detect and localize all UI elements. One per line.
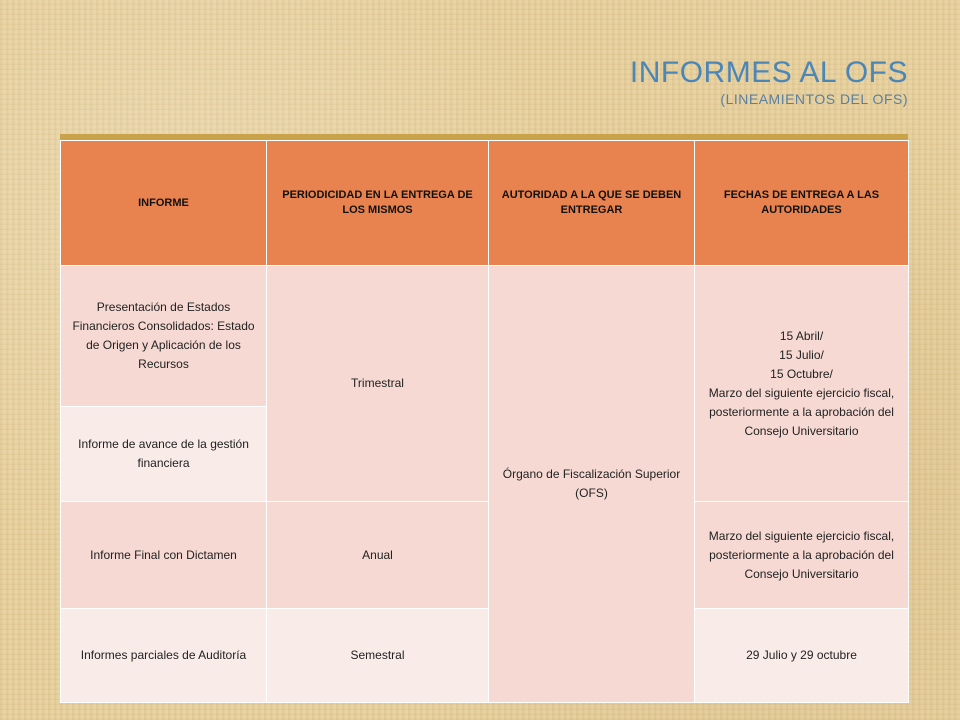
cell-fechas-trimestral bbox=[695, 266, 909, 502]
cell-informe: Informe de avance de la gestión financiera bbox=[61, 407, 267, 502]
column-header-informe: INFORME bbox=[61, 141, 267, 266]
cell-periodicidad: Semestral bbox=[267, 609, 489, 703]
cell-informe: Presentación de Estados Financieros Consolidados: Estado de Origen y Aplicación de los Recursos bbox=[61, 266, 267, 407]
cell-periodicidad: Anual bbox=[267, 502, 489, 609]
fecha-line: 15 Abril/ bbox=[779, 328, 824, 343]
cell-periodicidad-trimestral: Trimestral bbox=[267, 266, 489, 502]
cell-autoridad: Órgano de Fiscalización Superior (OFS) bbox=[489, 266, 695, 703]
table-header-row bbox=[61, 141, 909, 266]
column-header-fechas: FECHAS DE ENTREGA A LAS AUTORIDADES bbox=[695, 141, 909, 266]
column-header-autoridad: AUTORIDAD A LA QUE SE DEBEN ENTREGAR bbox=[489, 141, 695, 266]
reports-table bbox=[60, 140, 909, 703]
cell-informe: Informes parciales de Auditoría bbox=[61, 609, 267, 703]
column-header-periodicidad: PERIODICIDAD EN LA ENTREGA DE LOS MISMOS bbox=[267, 141, 489, 266]
table-row bbox=[61, 609, 909, 703]
fecha-line: Marzo del siguiente ejercicio fiscal, posteriormente a la aprobación del Consejo Universitario bbox=[708, 385, 895, 438]
title-block bbox=[630, 56, 908, 108]
cell-informe: Informe Final con Dictamen bbox=[61, 502, 267, 609]
table-row bbox=[61, 266, 909, 407]
fecha-line: 15 Julio/ bbox=[779, 347, 824, 362]
cell-fechas: 29 Julio y 29 octubre bbox=[695, 609, 909, 703]
page-subtitle: (LINEAMIENTOS DEL OFS) bbox=[720, 91, 908, 107]
fecha-line: 15 Octubre/ bbox=[770, 366, 833, 381]
cell-fechas: Marzo del siguiente ejercicio fiscal, posteriormente a la aprobación del Consejo Universitario bbox=[695, 502, 909, 609]
table-row bbox=[61, 502, 909, 609]
page-title: INFORMES AL OFS bbox=[629, 56, 908, 89]
